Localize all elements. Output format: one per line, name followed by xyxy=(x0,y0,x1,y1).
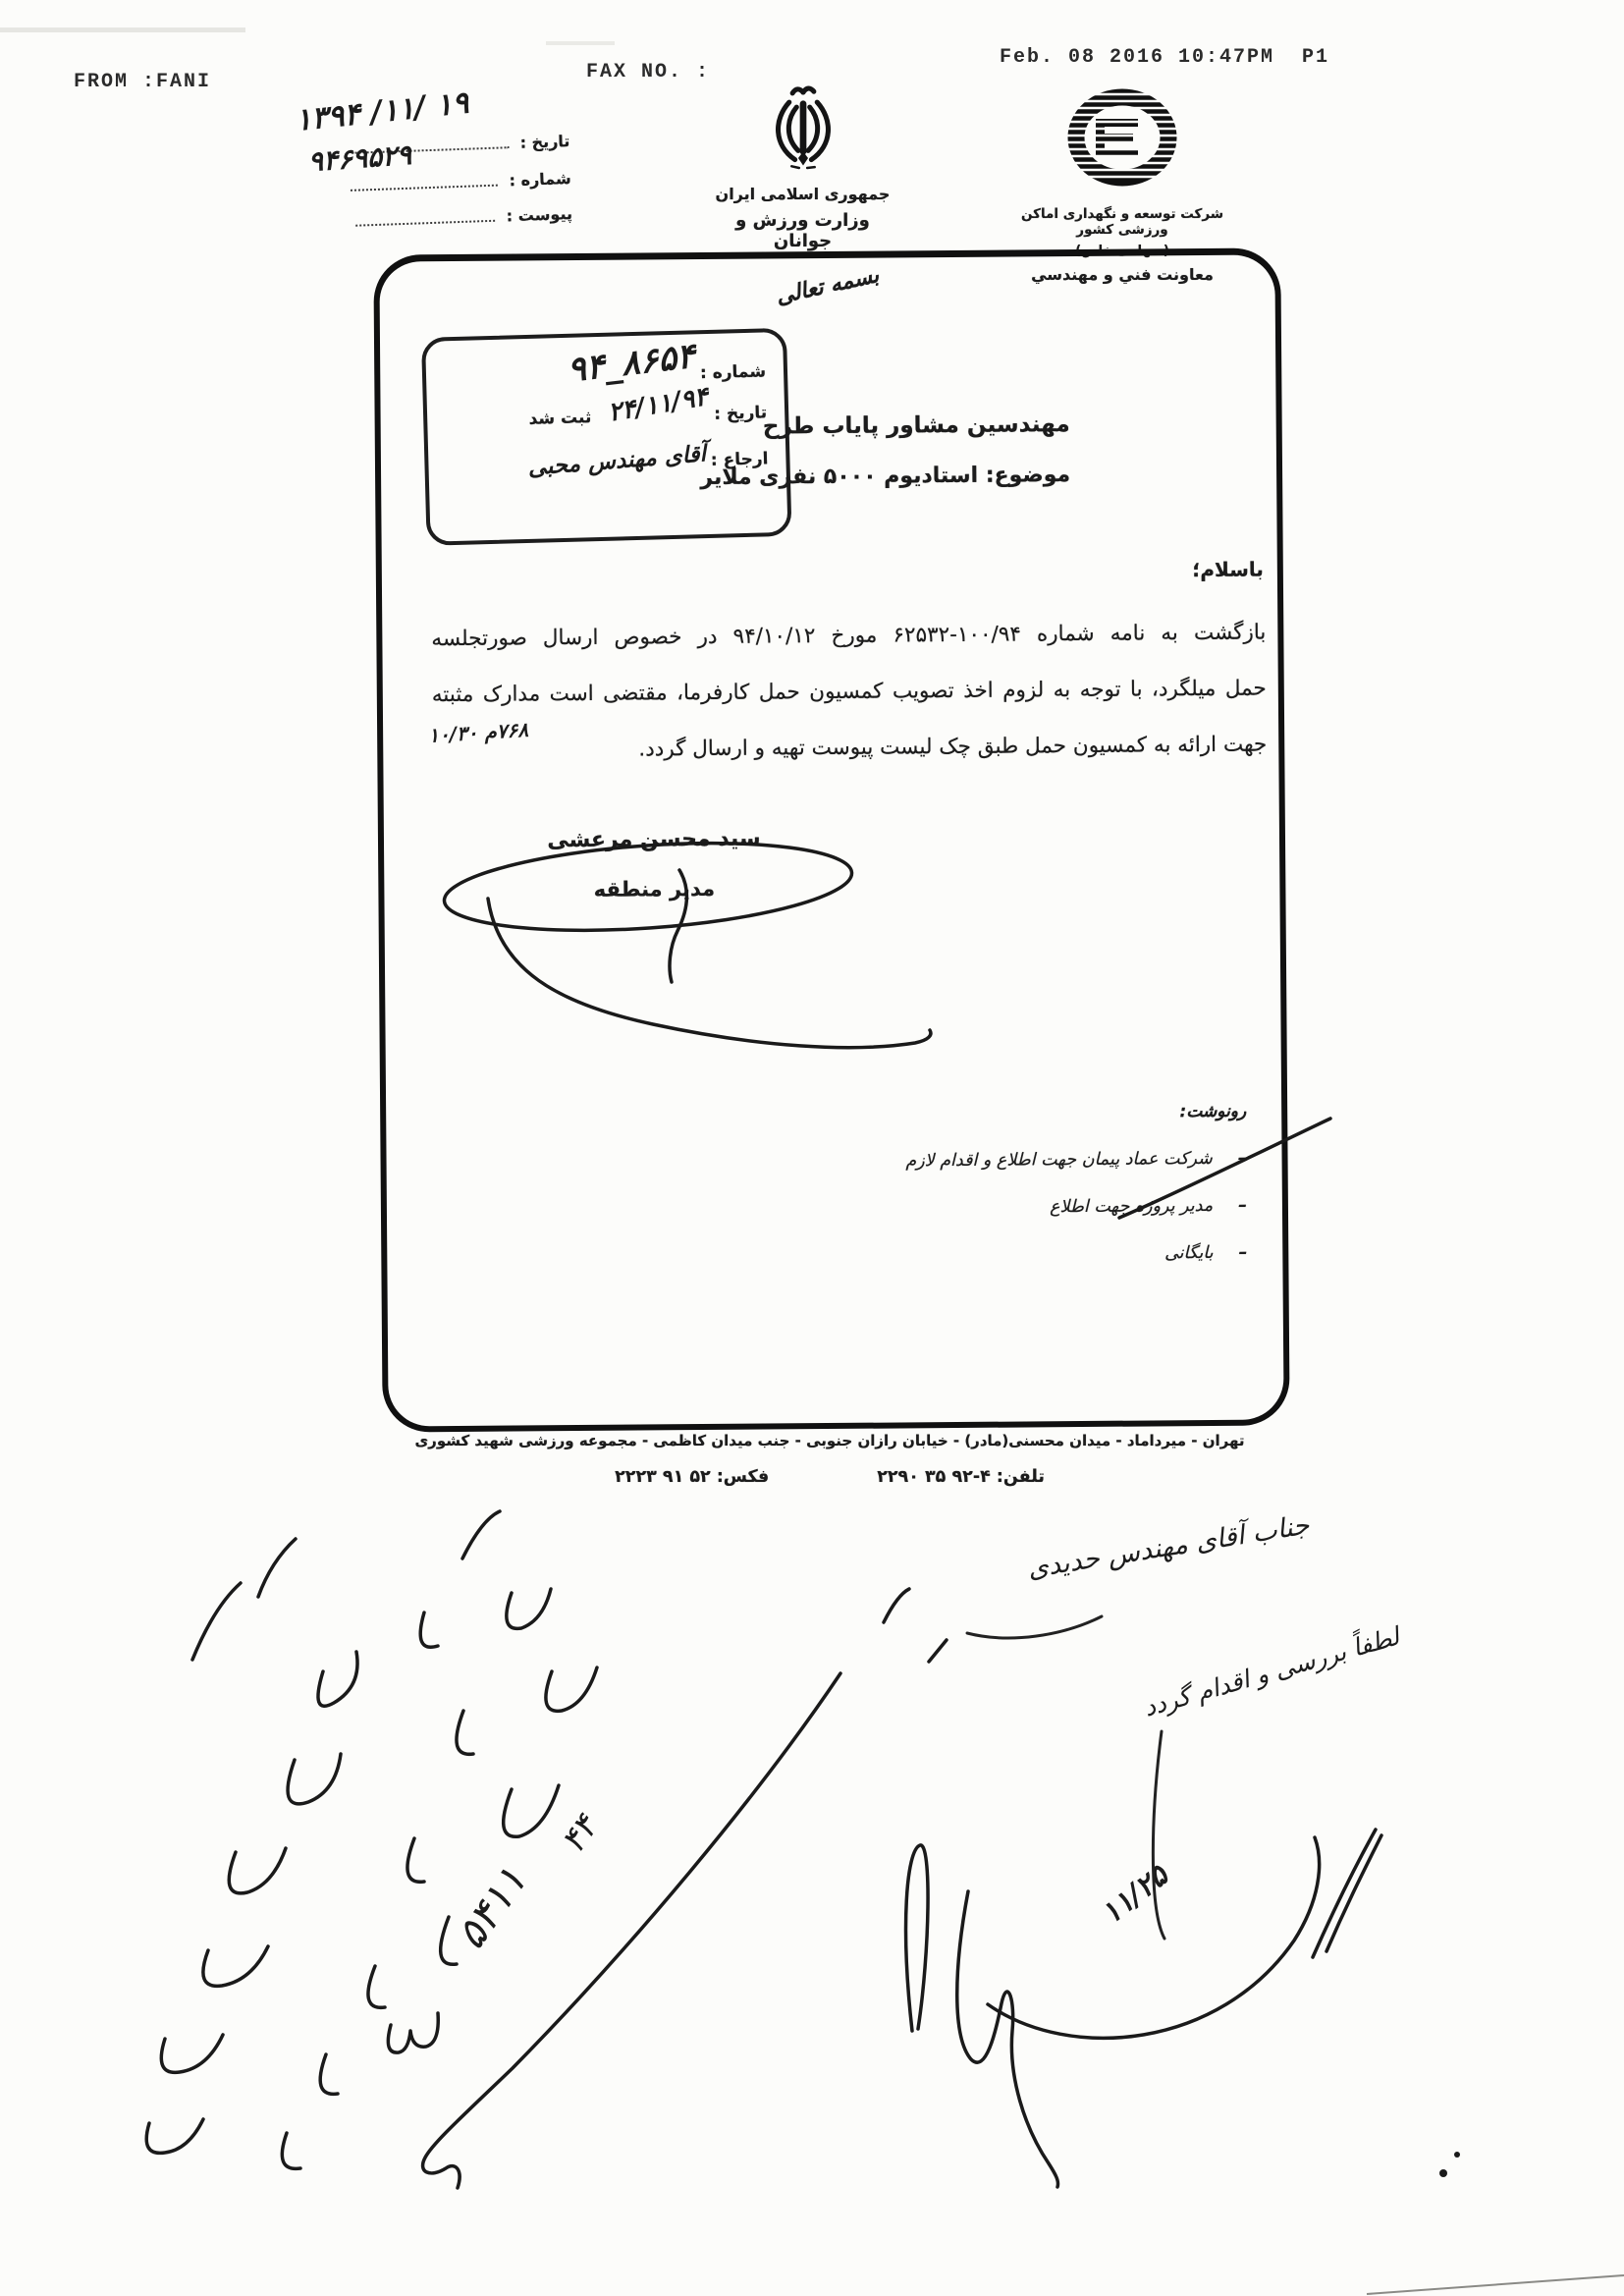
scan-smudge xyxy=(546,41,615,45)
dotted-line xyxy=(351,171,498,191)
registration-block xyxy=(289,84,573,233)
fax-label: فکس: xyxy=(716,1467,770,1487)
signer-name: سید محسن مرعشی xyxy=(547,826,761,853)
phone-value: ۲۲۹۰ ۳۵ ۹۲-۴ xyxy=(877,1467,991,1487)
footer-phone xyxy=(877,1467,1045,1487)
letter-frame xyxy=(373,247,1289,1432)
iran-emblem-icon xyxy=(762,82,844,173)
company-name: شرکت توسعه و نگهداری اماکن ورزشی کشور xyxy=(1020,206,1224,238)
letterhead-ministry: وزارت ورزش و جوانان xyxy=(735,210,870,251)
handwritten-margin-note: ۷۶۸م ۱۰/۳۰ xyxy=(427,717,529,747)
recipient-block xyxy=(700,411,1070,490)
registration-number-label: شماره : xyxy=(509,169,571,191)
cc-item: –مدیر پروژه جهت اطلاع xyxy=(1049,1195,1248,1218)
cc-title: رونوشت: xyxy=(1179,1101,1247,1122)
handwritten-scrawl-left xyxy=(146,1511,947,2188)
letterhead-center xyxy=(707,82,898,251)
cc-block xyxy=(905,1102,1248,1266)
besmele: بسمه تعالی xyxy=(773,262,882,310)
company-department: معاونت فني و مهندسي xyxy=(1031,265,1214,284)
handwritten-date: ۱۳۹۴ /۱۱/ ۱۹ xyxy=(293,84,471,138)
handwritten-number: ۹۴۶۹۵۲۹ xyxy=(306,137,413,179)
signature-block xyxy=(502,826,807,902)
stamp-number-value: ۹۴_۸۶۵۴ xyxy=(565,336,697,391)
signer-title: مدیر منطقه xyxy=(593,876,716,902)
body-line: بازگشت به نامه شماره ۱۰۰/۹۴-۶۲۵۳۲ مورخ ۹۴/۱۰/۱۲ در خصوص ارسال صورتجلسه xyxy=(431,620,1267,652)
cc-dash: – xyxy=(1238,1242,1248,1263)
footer-address: تهران - میرداماد - میدان محسنی(مادر) - خیابان رازان جنوبی - جنب میدان کاظمی - مجموعه ورزشی شهید کشوری xyxy=(414,1432,1245,1449)
cc-dash: – xyxy=(1238,1195,1248,1216)
phone-label: تلفن: xyxy=(996,1467,1045,1487)
handwritten-signature-date: ۱۱/۲۵ xyxy=(1095,1858,1175,1932)
handwritten-digits: ۵۴۱۱ xyxy=(446,1857,537,1958)
letter-subject: موضوع: استادیوم ۵۰۰۰ نفری ملایر xyxy=(700,463,1071,491)
letterhead-country: جمهوری اسلامی ایران xyxy=(715,185,891,203)
fax-value: ۲۲۲۳ ۹۱ ۵۲ xyxy=(615,1467,711,1487)
footer-contact xyxy=(412,1467,1247,1487)
stamp-referral-value: آقای مهندس محبی xyxy=(526,441,707,481)
stamp-referral-label: ارجاع : xyxy=(710,449,769,470)
cc-item: –بایگانی xyxy=(1164,1242,1248,1264)
recipient-name: مهندسین مشاور پایاب طرح xyxy=(762,411,1070,440)
company-type: (سهامی خاص) xyxy=(1075,244,1169,258)
stamp-number-label: شماره : xyxy=(699,361,767,384)
cc-dash: – xyxy=(1237,1148,1247,1169)
registration-attachment-row xyxy=(293,203,573,233)
fax-from: FROM :FANI xyxy=(74,71,212,93)
scan-smudge xyxy=(0,27,245,32)
stamp-date-value: ۲۴/۱۱/۹۴ xyxy=(606,382,711,428)
body-line: حمل میلگرد، با توجه به لزوم اخذ تصویب کمسیون حمل کارفرما، مقتضی است مدارک مثبته xyxy=(431,676,1267,708)
cc-item: –شرکت عماد پیمان جهت اطلاع و اقدام لازم xyxy=(905,1148,1247,1172)
body-line: جهت ارائه به کمسیون حمل طبق چک لیست پیوست تهیه و ارسال گردد. xyxy=(638,732,1268,762)
handwritten-note-instruction: لطفاً بررسی و اقدام گردد xyxy=(1140,1621,1403,1722)
handwritten-note-addressee: جناب آقای مهندس حدیدی xyxy=(1025,1509,1312,1585)
stamp-date-label: تاریخ : xyxy=(714,403,768,424)
dotted-line xyxy=(355,206,495,227)
scan-artifacts xyxy=(1367,2152,1624,2294)
registration-date-label: تاریخ : xyxy=(519,132,570,152)
fax-datetime: Feb. 08 2016 10:47PM P1 xyxy=(1000,46,1330,69)
footer-fax xyxy=(615,1467,769,1487)
handwritten-digits: ۴۴ xyxy=(553,1808,607,1861)
stamp-number-row xyxy=(443,336,767,394)
salutation: باسلام؛ xyxy=(1192,557,1264,582)
fax-number-label: FAX NO. : xyxy=(586,61,711,83)
letter-body xyxy=(431,605,1267,780)
company-logo-icon xyxy=(1059,79,1185,198)
registration-attachment-label: پیوست : xyxy=(506,203,573,226)
stamp-registered-note: ثبت شد xyxy=(528,408,592,429)
